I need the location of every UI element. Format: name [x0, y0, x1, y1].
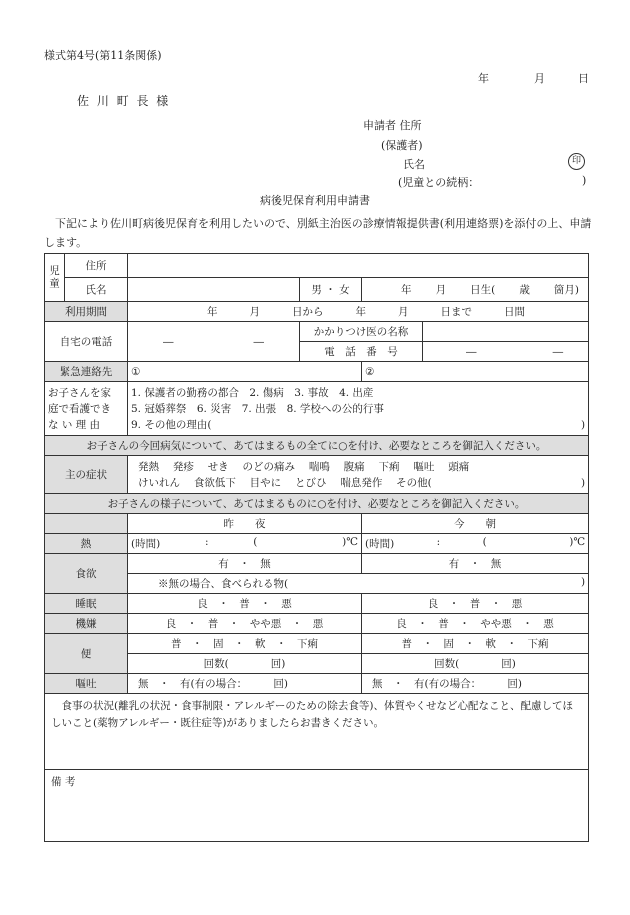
applicant-guardian-label: (保護者) [381, 139, 423, 152]
emergency-label: 緊急連絡先 [45, 362, 128, 382]
reason-label-line-1: お子さんを家 [48, 386, 111, 399]
appetite-note: ※無の場合、食べられる物( [158, 578, 289, 590]
seal-icon [568, 153, 585, 170]
doctor-name-field[interactable] [423, 322, 589, 342]
stool-morning-choice[interactable]: 普 ・ 固 ・ 軟 ・ 下痢 [362, 634, 589, 654]
period-from-year: 年 [207, 306, 218, 318]
symptoms-options[interactable] [128, 456, 589, 494]
fever-morning-open: ( [482, 536, 487, 548]
period-to-month: 月 [398, 306, 409, 318]
form-number: 様式第4号(第11条関係) [44, 49, 162, 62]
period-from-day: 日から [292, 306, 324, 318]
this-morning-header: 今 朝 [362, 514, 589, 534]
symptoms-line-1: 発熱 発疹 せき のどの痛み 喘鳴 腹痛 下痢 嘔吐 頭痛 [138, 460, 470, 473]
child-section-label: 児童 [45, 254, 65, 302]
stool-label: 便 [45, 634, 128, 674]
child-address-field[interactable] [128, 254, 589, 278]
date-day: 日 [578, 72, 589, 85]
reason-label-line-3: な い 理 由 [48, 418, 101, 431]
emergency-contact-1[interactable]: ① [128, 362, 362, 382]
fever-morning-unit: )℃ [569, 536, 586, 548]
seal-text: 印 [571, 156, 581, 166]
meal-note-field[interactable] [45, 694, 589, 770]
intro-text: 下記により佐川町病後児保育を利用したいので、別紙主治医の診療情報提供書(利用連絡票)を添付の上、申請します。 [44, 217, 592, 249]
birth-month: 月 [435, 284, 447, 296]
fever-label: 熱 [45, 534, 128, 554]
reason-label-line-2: 庭で看護でき [48, 402, 111, 415]
appetite-night-choice[interactable]: 有 ・ 無 [128, 554, 362, 574]
birth-age: 歳 [519, 284, 530, 296]
vomit-morning-choice[interactable]: 無 ・ 有(有の場合： 回) [362, 674, 589, 694]
stool-morning-count[interactable]: 回数( 回) [362, 654, 589, 674]
fever-night-unit: )℃ [342, 536, 358, 548]
sleep-night-choice[interactable]: 良 ・ 普 ・ 悪 [128, 594, 362, 614]
reason-label [45, 382, 128, 436]
child-address-label: 住所 [65, 254, 128, 278]
mood-label: 機嫌 [45, 614, 128, 634]
doctor-phone-label: 電 話 番 号 [300, 342, 423, 362]
home-phone-label: 自宅の電話 [45, 322, 128, 362]
remarks-field[interactable] [45, 770, 589, 842]
reason-option-line-1: 1. 保護者の勤務の都合 2. 傷病 3. 事故 4. 出産 [131, 386, 374, 399]
home-phone-dash-2: ― [253, 335, 264, 348]
mood-morning-choice[interactable]: 良 ・ 普 ・ やや悪 ・ 悪 [362, 614, 589, 634]
doctor-phone-field[interactable] [423, 342, 589, 362]
application-table [44, 253, 589, 842]
date-year: 年 [478, 72, 489, 85]
vomit-night-choice[interactable]: 無 ・ 有(有の場合： 回) [128, 674, 362, 694]
applicant-address-label: 申請者 住所 [363, 119, 422, 132]
applicant-relation-close: ) [582, 174, 587, 187]
child-name-field[interactable] [128, 278, 300, 302]
applicant-relation-label: (児童との続柄： [398, 176, 480, 189]
sleep-label: 睡眠 [45, 594, 128, 614]
fever-night-field[interactable] [128, 534, 362, 554]
period-to-day: 日まで [440, 306, 472, 318]
form-title: 病後児保育利用申請書 [260, 194, 370, 207]
remarks-label: 備 考 [51, 776, 76, 788]
period-field[interactable] [128, 302, 589, 322]
reason-option-line-3: 9. その他の理由( [131, 418, 212, 431]
reason-option-line-3-close: ) [580, 418, 586, 431]
mood-night-choice[interactable]: 良 ・ 普 ・ やや悪 ・ 悪 [128, 614, 362, 634]
fever-night-colon: : [204, 536, 209, 548]
condition-header: お子さんの様子について、あてはまるものに○を付け、必要なところを御記入ください。 [45, 494, 589, 514]
home-phone-field[interactable] [128, 322, 300, 362]
date-month: 月 [534, 72, 545, 85]
doctor-phone-dash-1: ― [466, 345, 477, 358]
doctor-phone-dash-2: ― [552, 345, 564, 358]
appetite-label: 食欲 [45, 554, 128, 594]
fever-night-open: ( [253, 536, 258, 548]
illness-header: お子さんの今回病気について、あてはまるもの全てに○を付け、必要なところを御記入ください。 [45, 436, 589, 456]
symptoms-line-2-close: ) [580, 476, 586, 489]
period-days: 日間 [504, 306, 525, 318]
birth-months: 箇月) [553, 284, 580, 296]
period-label: 利用期間 [45, 302, 128, 322]
child-birth-field[interactable] [362, 278, 589, 302]
home-phone-dash-1: ― [163, 335, 174, 348]
birth-day: 日生( [470, 284, 496, 296]
fever-morning-time: (時間) [365, 538, 395, 550]
fever-night-time: (時間) [131, 538, 161, 550]
last-night-header: 昨 夜 [128, 514, 362, 534]
applicant-name-label: 氏名 [403, 158, 425, 171]
period-from-month: 月 [249, 306, 260, 318]
symptoms-line-2: けいれん 食欲低下 目やに とびひ 喘息発作 その他( [138, 476, 432, 489]
emergency-contact-2[interactable]: ② [362, 362, 589, 382]
stool-night-count[interactable]: 回数( 回) [128, 654, 362, 674]
meal-note: 食事の状況(離乳の状況・食事制限・アレルギーのための除去食等)、体質やくせなど心配なこと、配慮してほしいこと(薬物アレルギー・既往症等)がありましたらお書きください。 [51, 700, 574, 729]
appetite-note-close: ) [580, 576, 586, 588]
vomit-label: 嘔吐 [45, 674, 128, 694]
appetite-note-field[interactable] [128, 574, 589, 594]
stool-night-choice[interactable]: 普 ・ 固 ・ 軟 ・ 下痢 [128, 634, 362, 654]
fever-morning-field[interactable] [362, 534, 589, 554]
appetite-morning-choice[interactable]: 有 ・ 無 [362, 554, 589, 574]
sleep-morning-choice[interactable]: 良 ・ 普 ・ 悪 [362, 594, 589, 614]
condition-corner [45, 514, 128, 534]
child-name-label: 氏名 [65, 278, 128, 302]
addressee: 佐 川 町 長 様 [77, 94, 171, 108]
birth-year: 年 [401, 284, 412, 296]
symptoms-label: 主の症状 [45, 456, 128, 494]
child-gender[interactable]: 男 ・ 女 [300, 278, 362, 302]
doctor-name-label: かかりつけ医の名称 [300, 322, 423, 342]
period-to-year: 年 [355, 306, 366, 318]
reason-options[interactable] [128, 382, 589, 436]
fever-morning-colon: : [436, 536, 441, 548]
reason-option-line-2: 5. 冠婚葬祭 6. 災害 7. 出張 8. 学校への公的行事 [131, 402, 384, 415]
